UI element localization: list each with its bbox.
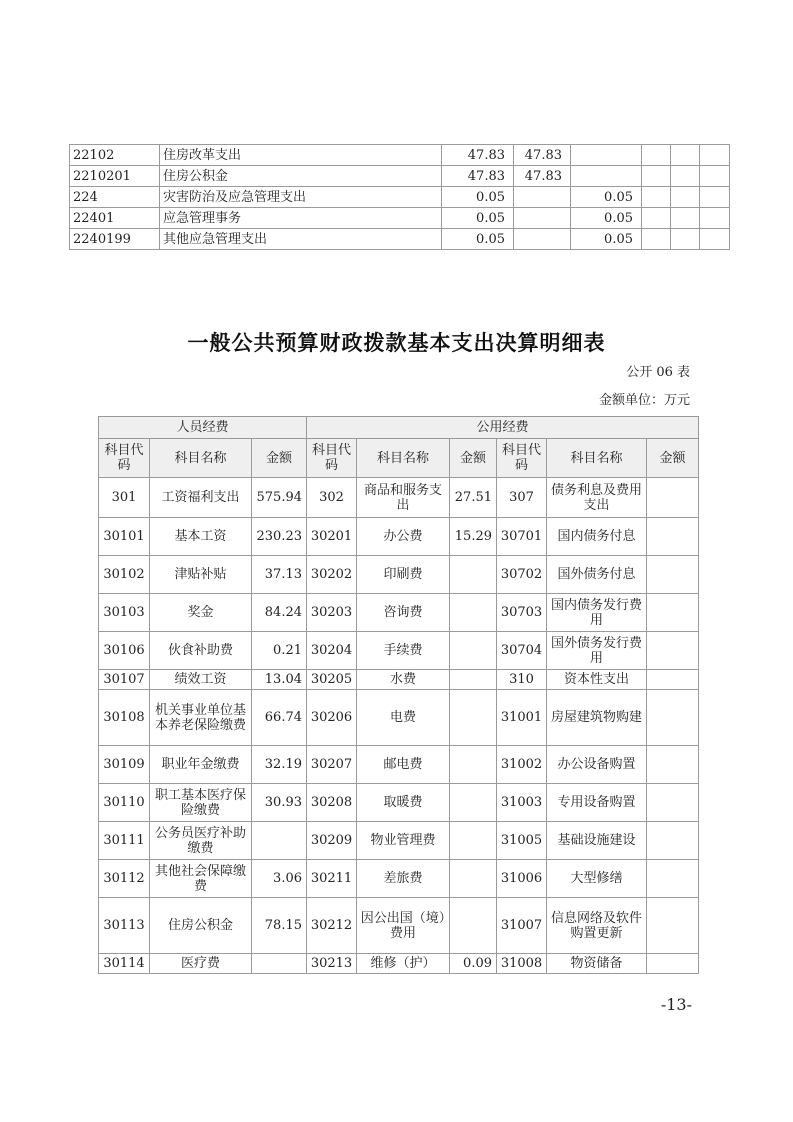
name-cell: 津贴补贴: [150, 556, 252, 594]
name-cell: 维修（护）: [357, 954, 450, 974]
code-cell: 310: [497, 670, 547, 690]
code-cell: 30702: [497, 556, 547, 594]
amount-cell: [647, 822, 699, 860]
col-code-header: 科目代码: [497, 439, 547, 478]
col-name-header: 科目名称: [547, 439, 647, 478]
table-row: [99, 898, 699, 954]
name-cell: 办公设备购置: [547, 746, 647, 784]
amount-cell: 575.94: [252, 478, 307, 518]
amount-cell: 3.06: [252, 860, 307, 898]
group-personnel-header: 人员经费: [99, 417, 307, 439]
table-row: [99, 822, 699, 860]
code-cell: 30108: [99, 690, 150, 746]
col-amount-header: 金额: [252, 439, 307, 478]
name-cell: 印刷费: [357, 556, 450, 594]
name-cell: 机关事业单位基本养老保险缴费: [150, 690, 252, 746]
row-project: [571, 145, 642, 166]
table-row: [99, 556, 699, 594]
name-cell: 商品和服务支出: [357, 478, 450, 518]
amount-cell: [647, 954, 699, 974]
name-cell: 基础设施建设: [547, 822, 647, 860]
code-cell: 31005: [497, 822, 547, 860]
form-number: 公开 06 表: [626, 365, 690, 380]
code-cell: 30112: [99, 860, 150, 898]
row-basic: [514, 229, 571, 250]
code-cell: 30211: [307, 860, 357, 898]
name-cell: 房屋建筑物购建: [547, 690, 647, 746]
code-cell: 30107: [99, 670, 150, 690]
name-cell: 国外债务付息: [547, 556, 647, 594]
name-cell: 大型修缮: [547, 860, 647, 898]
code-cell: 31006: [497, 860, 547, 898]
row-total: 0.05: [442, 229, 514, 250]
name-cell: 差旅费: [357, 860, 450, 898]
table-row: [99, 670, 699, 690]
code-cell: 31007: [497, 898, 547, 954]
row-basic: 47.83: [514, 166, 571, 187]
col-name-header: 科目名称: [357, 439, 450, 478]
code-cell: 30208: [307, 784, 357, 822]
main-table-body: [99, 478, 699, 974]
row-empty: [642, 166, 671, 187]
group-public-header: 公用经费: [307, 417, 699, 439]
table-row: [99, 954, 699, 974]
table-row: [70, 166, 730, 187]
code-cell: 30106: [99, 632, 150, 670]
code-cell: 30213: [307, 954, 357, 974]
row-code: 22102: [70, 145, 160, 166]
row-empty: [671, 187, 700, 208]
top-expenditure-table: [69, 144, 730, 250]
col-code-header: 科目代码: [99, 439, 150, 478]
name-cell: 债务利息及费用支出: [547, 478, 647, 518]
table-row: [99, 860, 699, 898]
row-total: 0.05: [442, 187, 514, 208]
row-empty: [671, 145, 700, 166]
code-cell: 30704: [497, 632, 547, 670]
row-empty: [700, 229, 730, 250]
name-cell: 电费: [357, 690, 450, 746]
code-cell: 30110: [99, 784, 150, 822]
table-row: [70, 229, 730, 250]
table-row: [99, 784, 699, 822]
amount-cell: 0.21: [252, 632, 307, 670]
table-row: [70, 145, 730, 166]
code-cell: 30205: [307, 670, 357, 690]
name-cell: 伙食补助费: [150, 632, 252, 670]
amount-cell: [647, 518, 699, 556]
row-empty: [700, 166, 730, 187]
amount-cell: 27.51: [450, 478, 497, 518]
name-cell: 医疗费: [150, 954, 252, 974]
name-cell: 手续费: [357, 632, 450, 670]
name-cell: 咨询费: [357, 594, 450, 632]
code-cell: 30701: [497, 518, 547, 556]
row-total: 47.83: [442, 145, 514, 166]
row-code: 2240199: [70, 229, 160, 250]
code-cell: 30207: [307, 746, 357, 784]
row-empty: [700, 187, 730, 208]
amount-cell: 66.74: [252, 690, 307, 746]
name-cell: 邮电费: [357, 746, 450, 784]
amount-cell: [647, 556, 699, 594]
name-cell: 工资福利支出: [150, 478, 252, 518]
name-cell: 基本工资: [150, 518, 252, 556]
row-name: 应急管理事务: [160, 208, 442, 229]
amount-cell: [647, 746, 699, 784]
row-basic: [514, 187, 571, 208]
row-project: 0.05: [571, 208, 642, 229]
row-project: 0.05: [571, 229, 642, 250]
table-row: [99, 518, 699, 556]
row-project: 0.05: [571, 187, 642, 208]
row-empty: [671, 229, 700, 250]
row-empty: [642, 208, 671, 229]
code-cell: 31008: [497, 954, 547, 974]
amount-cell: 84.24: [252, 594, 307, 632]
row-total: 47.83: [442, 166, 514, 187]
col-name-header: 科目名称: [150, 439, 252, 478]
amount-cell: [252, 822, 307, 860]
amount-cell: [450, 784, 497, 822]
code-cell: 30101: [99, 518, 150, 556]
amount-cell: [450, 594, 497, 632]
top-table-body: [70, 145, 730, 250]
code-cell: 31003: [497, 784, 547, 822]
table-row: [99, 746, 699, 784]
name-cell: 职工基本医疗保险缴费: [150, 784, 252, 822]
amount-cell: 78.15: [252, 898, 307, 954]
name-cell: 国外债务发行费用: [547, 632, 647, 670]
row-total: 0.05: [442, 208, 514, 229]
code-cell: 30111: [99, 822, 150, 860]
name-cell: 公务员医疗补助缴费: [150, 822, 252, 860]
page-number: -13-: [660, 995, 692, 1014]
col-amount-header: 金额: [647, 439, 699, 478]
table-row: [99, 478, 699, 518]
amount-cell: 37.13: [252, 556, 307, 594]
row-empty: [671, 166, 700, 187]
name-cell: 物资储备: [547, 954, 647, 974]
row-empty: [642, 229, 671, 250]
amount-cell: [450, 670, 497, 690]
name-cell: 绩效工资: [150, 670, 252, 690]
amount-cell: [647, 670, 699, 690]
code-cell: 301: [99, 478, 150, 518]
amount-cell: [450, 746, 497, 784]
name-cell: 住房公积金: [150, 898, 252, 954]
row-name: 其他应急管理支出: [160, 229, 442, 250]
name-cell: 因公出国（境）费用: [357, 898, 450, 954]
name-cell: 水费: [357, 670, 450, 690]
name-cell: 信息网络及软件购置更新: [547, 898, 647, 954]
code-cell: 30703: [497, 594, 547, 632]
name-cell: 办公费: [357, 518, 450, 556]
amount-cell: [647, 478, 699, 518]
col-code-header: 科目代码: [307, 439, 357, 478]
row-code: 224: [70, 187, 160, 208]
row-empty: [671, 208, 700, 229]
basic-expenditure-detail-table: [98, 416, 699, 974]
col-amount-header: 金额: [450, 439, 497, 478]
amount-unit-label: 金额单位：万元: [598, 393, 690, 408]
amount-cell: [647, 632, 699, 670]
name-cell: 国内债务发行费用: [547, 594, 647, 632]
code-cell: 30201: [307, 518, 357, 556]
name-cell: 专用设备购置: [547, 784, 647, 822]
column-header-row: [99, 439, 699, 478]
code-cell: 30109: [99, 746, 150, 784]
amount-cell: [450, 556, 497, 594]
table-row: [99, 632, 699, 670]
amount-cell: 230.23: [252, 518, 307, 556]
amount-cell: [252, 954, 307, 974]
amount-cell: [647, 898, 699, 954]
amount-cell: [450, 898, 497, 954]
amount-cell: 0.09: [450, 954, 497, 974]
code-cell: 30202: [307, 556, 357, 594]
amount-cell: [647, 784, 699, 822]
code-cell: 30102: [99, 556, 150, 594]
code-cell: 30113: [99, 898, 150, 954]
name-cell: 职业年金缴费: [150, 746, 252, 784]
amount-cell: 15.29: [450, 518, 497, 556]
amount-cell: 13.04: [252, 670, 307, 690]
row-name: 住房公积金: [160, 166, 442, 187]
row-empty: [700, 145, 730, 166]
table-row: [99, 690, 699, 746]
amount-cell: [450, 690, 497, 746]
code-cell: 30103: [99, 594, 150, 632]
amount-cell: 30.93: [252, 784, 307, 822]
amount-cell: [450, 632, 497, 670]
name-cell: 国内债务付息: [547, 518, 647, 556]
row-basic: [514, 208, 571, 229]
page-title: 一般公共预算财政拨款基本支出决算明细表: [187, 331, 606, 355]
name-cell: 其他社会保障缴费: [150, 860, 252, 898]
name-cell: 物业管理费: [357, 822, 450, 860]
table-row: [70, 187, 730, 208]
code-cell: 30206: [307, 690, 357, 746]
row-name: 住房改革支出: [160, 145, 442, 166]
code-cell: 30203: [307, 594, 357, 632]
table-row: [70, 208, 730, 229]
code-cell: 31001: [497, 690, 547, 746]
row-name: 灾害防治及应急管理支出: [160, 187, 442, 208]
row-basic: 47.83: [514, 145, 571, 166]
code-cell: 30209: [307, 822, 357, 860]
code-cell: 30114: [99, 954, 150, 974]
amount-cell: [450, 860, 497, 898]
group-header-row: [99, 417, 699, 439]
amount-cell: [647, 860, 699, 898]
row-project: [571, 166, 642, 187]
code-cell: 30204: [307, 632, 357, 670]
code-cell: 307: [497, 478, 547, 518]
amount-cell: [647, 690, 699, 746]
row-empty: [642, 187, 671, 208]
name-cell: 取暖费: [357, 784, 450, 822]
name-cell: 资本性支出: [547, 670, 647, 690]
row-empty: [700, 208, 730, 229]
row-code: 22401: [70, 208, 160, 229]
code-cell: 302: [307, 478, 357, 518]
row-empty: [642, 145, 671, 166]
row-code: 2210201: [70, 166, 160, 187]
amount-cell: 32.19: [252, 746, 307, 784]
amount-cell: [450, 822, 497, 860]
code-cell: 31002: [497, 746, 547, 784]
code-cell: 30212: [307, 898, 357, 954]
name-cell: 奖金: [150, 594, 252, 632]
amount-cell: [647, 594, 699, 632]
table-row: [99, 594, 699, 632]
